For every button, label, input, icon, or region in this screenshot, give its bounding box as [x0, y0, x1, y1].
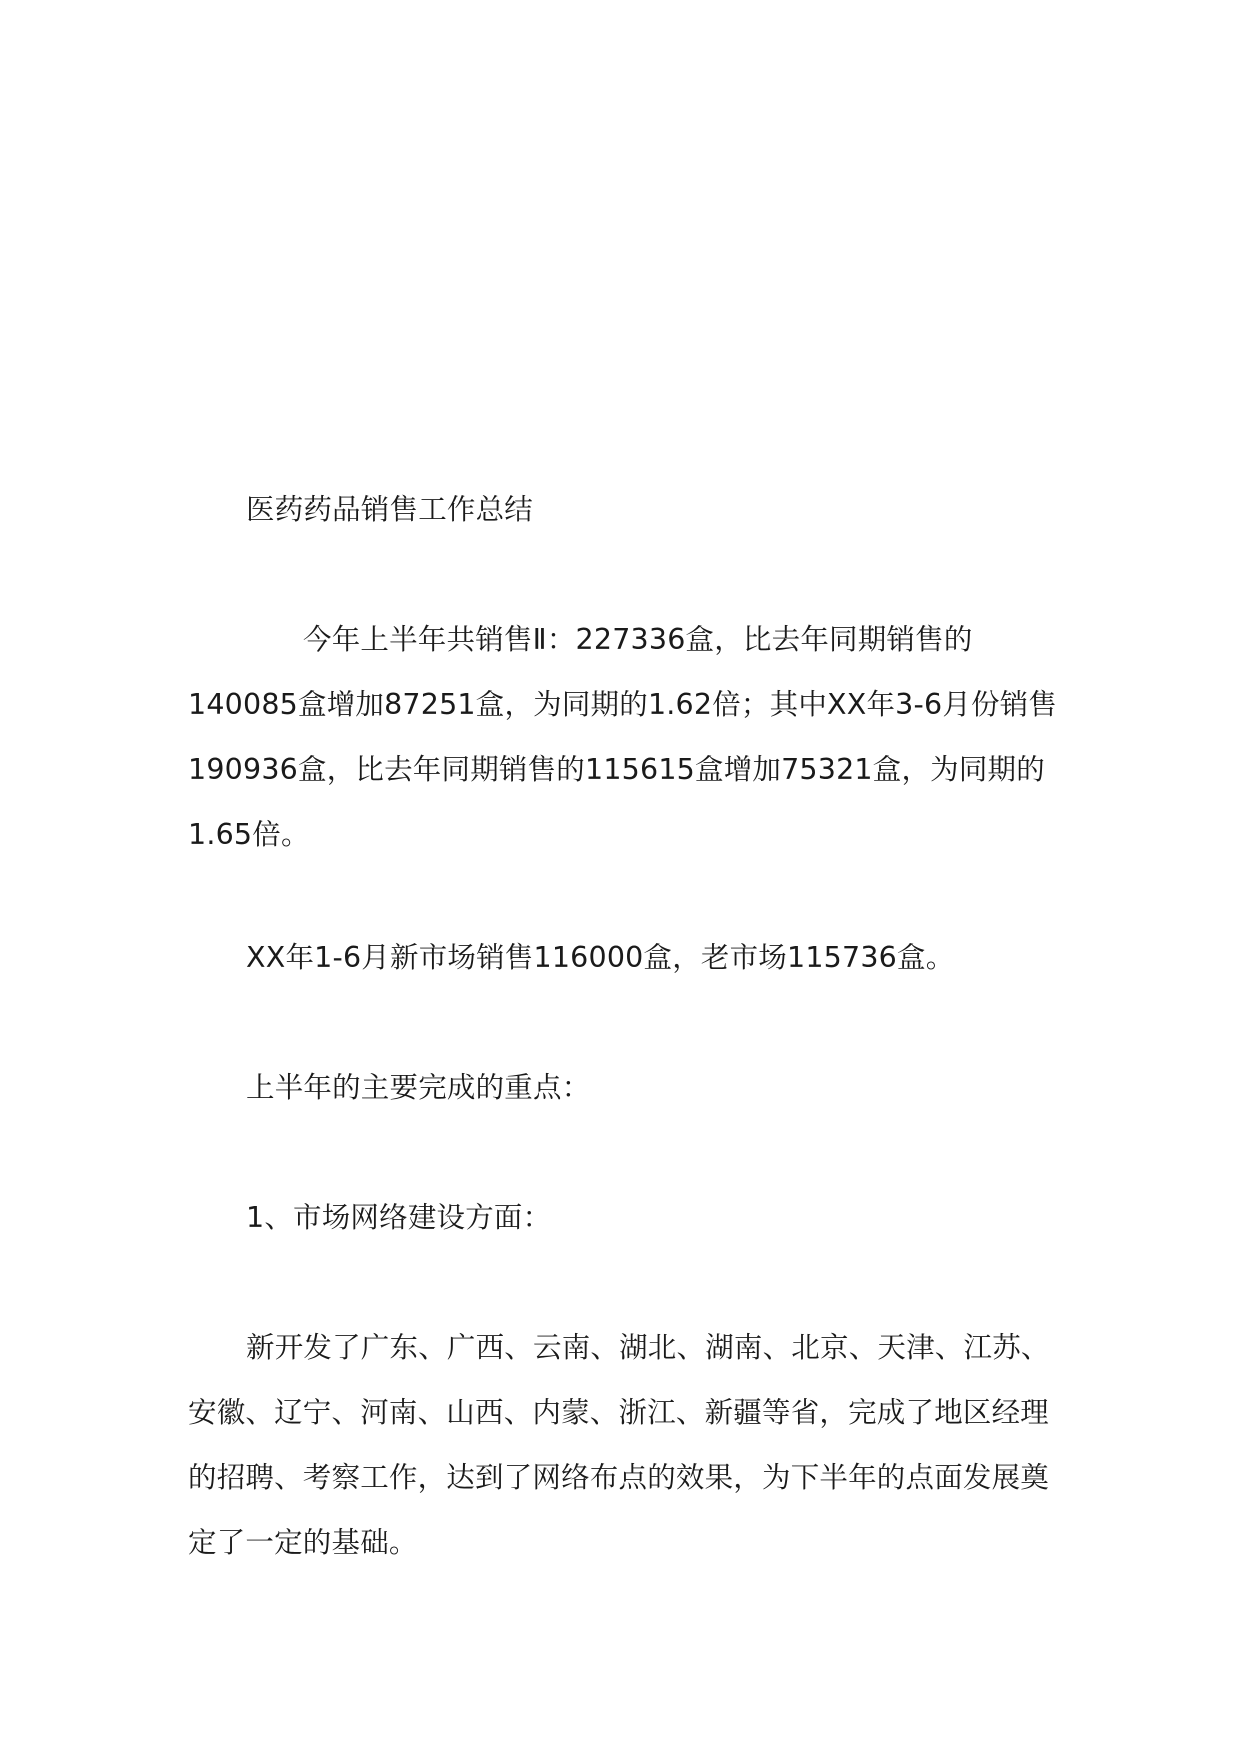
paragraph-network-details: 新开发了广东、广西、云南、湖北、湖南、北京、天津、江苏、安徽、辽宁、河南、山西、内蒙、浙江、新疆等省，完成了地区经理的招聘、考察工作，达到了网络布点的效果，为下半年的点面发展奠定了一定的基础。	[188, 1331, 1050, 1559]
paragraph-key-points-heading: 上半年的主要完成的重点：	[246, 1071, 591, 1104]
paragraph-market-sales: XX年1-6月新市场销售116000盒，老市场115736盒。	[246, 941, 955, 974]
paragraph-sales-summary: 今年上半年共销售Ⅱ：227336盒，比去年同期销售的140085盒增加87251盒，为同期的1.62倍；其中XX年3-6月份销售190936盒，比去年同期销售的115615盒增加75321盒，为同期的1.65倍。	[188, 623, 1058, 851]
document-title: 医药药品销售工作总结	[246, 493, 534, 526]
paragraph-network-heading: 1、市场网络建设方面：	[246, 1201, 552, 1234]
